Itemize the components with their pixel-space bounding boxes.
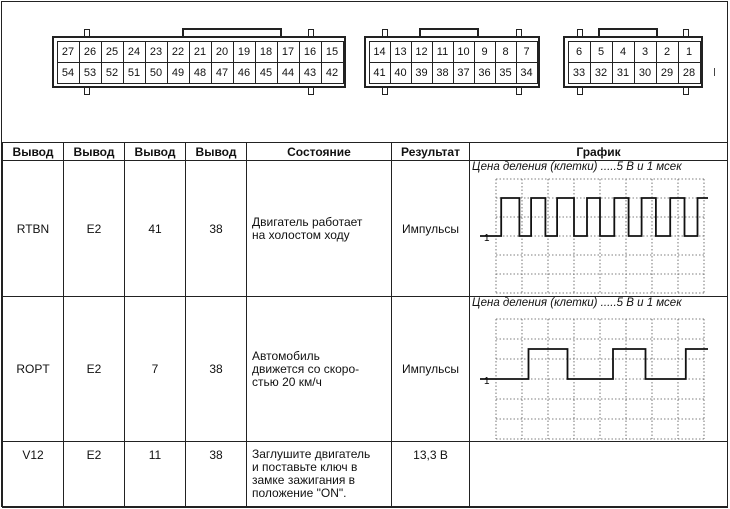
connector-pin: 9 [474,41,496,63]
header-pin2: Вывод [64,143,125,161]
connector-pin: 10 [453,41,475,63]
connector-pin: 15 [321,41,344,63]
row-pin2: E2 [64,297,125,442]
connector-pin: 2 [656,41,679,63]
connector-pin: 31 [612,62,635,84]
connector-pin: 4 [612,41,635,63]
connector-pin: 36 [474,62,496,84]
row-graph [470,297,728,442]
connector-housing [52,36,346,88]
connector-pin: 48 [189,62,212,84]
connector-tab [84,87,90,95]
row-condition [247,442,392,508]
connector-pin: 5 [590,41,613,63]
header-condition: Состояние [247,143,392,161]
table-row [3,297,728,442]
connector-pin: 54 [57,62,80,84]
connector-pin: 16 [299,41,322,63]
connector-pin: 25 [101,41,124,63]
scale-label: Цена деления (клетки) .....5 В и 1 мсек [472,161,682,173]
connector-pin: 17 [277,41,300,63]
condition-line: движется со скоро- [252,361,360,376]
row-result: Импульсы [392,161,470,297]
connector-pin: 38 [432,62,454,84]
connector-pin-grid [568,41,700,83]
connector-pin-grid [57,41,343,83]
connector-tab [577,29,583,37]
connector-pin: 26 [79,41,102,63]
connector-pin: 20 [211,41,234,63]
header-result: Результат [392,143,470,161]
connector-41-pin [364,28,540,98]
row-condition [247,297,392,442]
connector-pin: 35 [495,62,517,84]
connector-tab [382,87,388,95]
connector-pin: 34 [516,62,538,84]
row-result: 13,3 В [392,442,470,508]
connector-pin: 24 [123,41,146,63]
connector-pin: 27 [57,41,80,63]
row-pin3: 41 [125,161,186,297]
waveform-line [480,349,708,379]
oscilloscope-trace [470,297,728,442]
connector-pin: 21 [189,41,212,63]
connector-pin: 46 [233,62,256,84]
row-pin2: E2 [64,442,125,508]
row-pin3: 7 [125,297,186,442]
header-graph: График [470,143,728,161]
row-graph-empty [470,442,728,508]
row-pin4: 38 [186,161,247,297]
margin-tick [714,68,715,76]
oscilloscope-trace [470,161,728,297]
connector-pin: 6 [568,41,591,63]
table-row [3,161,728,297]
row-pin1: RTBN [3,161,64,297]
connector-tab [382,29,388,37]
row-pin4: 38 [186,442,247,508]
connector-pin: 51 [123,62,146,84]
connector-pin: 3 [634,41,657,63]
table-header-row [3,143,728,161]
level-label: 1 [484,376,490,387]
connector-pin: 14 [369,41,391,63]
row-pin1: ROPT [3,297,64,442]
level-label: 1 [484,233,490,244]
connector-pin: 11 [432,41,454,63]
connector-pin: 40 [390,62,412,84]
connector-pin: 23 [145,41,168,63]
connector-pin: 30 [634,62,657,84]
header-pin1: Вывод [3,143,64,161]
row-pin2: E2 [64,161,125,297]
condition-line: Заглушите двигатель [252,447,371,461]
connector-diagram [2,2,727,142]
connector-housing [364,36,540,88]
connector-pin: 43 [299,62,322,84]
connector-pin: 12 [411,41,433,63]
condition-line: на холостом ходу [252,227,350,242]
connector-pin: 45 [255,62,278,84]
condition-line: замке зажигания в [252,473,356,487]
connector-pin: 44 [277,62,300,84]
condition-line: положение "ON". [252,486,347,500]
connector-tab [683,29,689,37]
connector-pin: 19 [233,41,256,63]
connector-pin: 8 [495,41,517,63]
scale-label: Цена деления (клетки) .....5 В и 1 мсек [472,297,682,309]
pin-check-table [2,142,728,508]
connector-pin: 33 [568,62,591,84]
connector-tab [516,29,522,37]
row-graph [470,161,728,297]
connector-pin: 32 [590,62,613,84]
connector-tab [516,87,522,95]
connector-pin: 47 [211,62,234,84]
row-pin1: V12 [3,442,64,508]
table-row [3,442,728,508]
connector-pin: 13 [390,41,412,63]
row-condition [247,161,392,297]
connector-tab [308,87,314,95]
connector-tab [683,87,689,95]
document-page [1,1,728,507]
connector-pin: 7 [516,41,538,63]
connector-pin: 37 [453,62,475,84]
connector-pin-grid [369,41,537,83]
condition-line: Автомобиль [252,348,320,363]
row-pin3: 11 [125,442,186,508]
connector-tab [84,29,90,37]
connector-tab [577,87,583,95]
row-result: Импульсы [392,297,470,442]
connector-pin: 18 [255,41,278,63]
row-pin4: 38 [186,297,247,442]
condition-line: и поставьте ключ в [252,460,358,474]
connector-pin: 41 [369,62,391,84]
condition-line: стью 20 км/ч [252,374,322,389]
connector-pin: 29 [656,62,679,84]
connector-33-pin [563,28,703,98]
header-pin4: Вывод [186,143,247,161]
header-pin3: Вывод [125,143,186,161]
connector-pin: 1 [678,41,701,63]
connector-pin: 49 [167,62,190,84]
connector-housing [563,36,703,88]
connector-pin: 42 [321,62,344,84]
connector-pin: 22 [167,41,190,63]
condition-line: Двигатель работает [252,214,363,229]
connector-tab [308,29,314,37]
connector-pin: 39 [411,62,433,84]
connector-pin: 28 [678,62,701,84]
connector-pin: 52 [101,62,124,84]
connector-54-pin [52,28,346,98]
connector-pin: 53 [79,62,102,84]
connector-pin: 50 [145,62,168,84]
